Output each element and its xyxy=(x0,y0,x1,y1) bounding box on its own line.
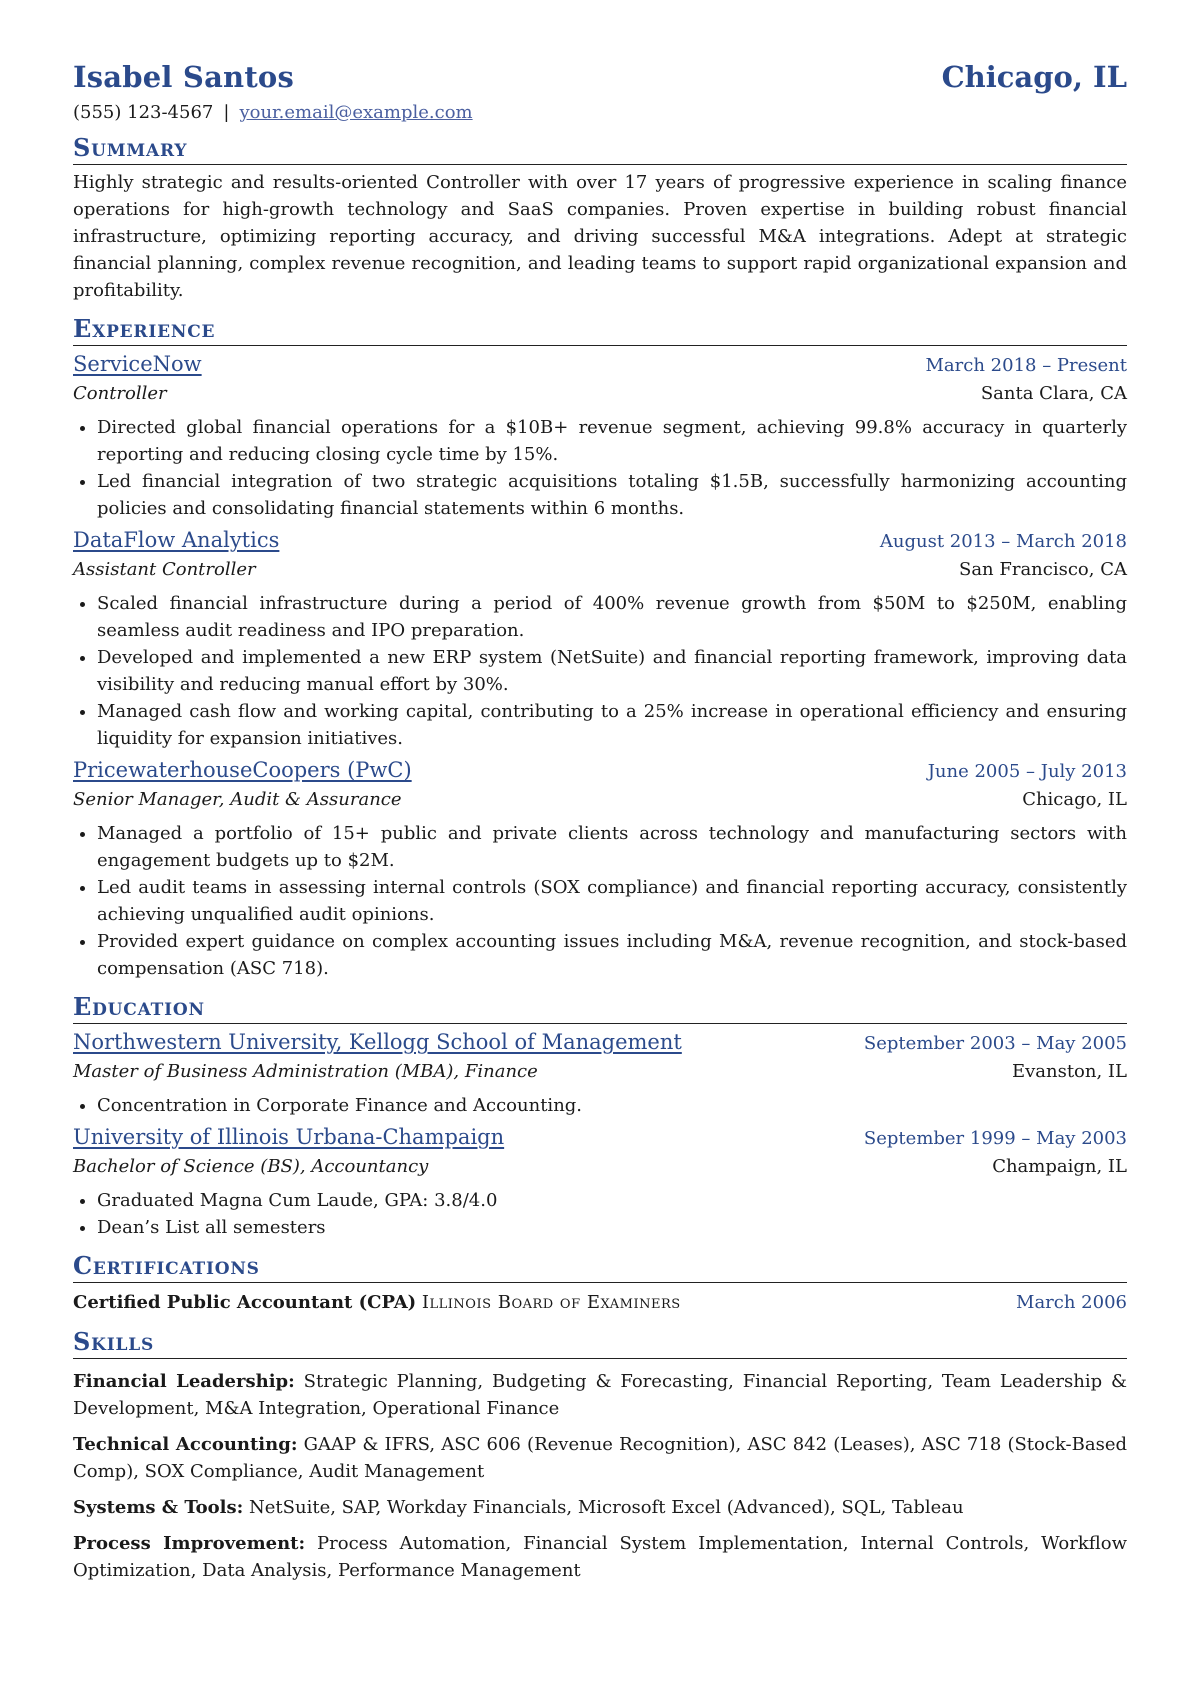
contact-separator: | xyxy=(223,102,230,123)
achievement-item: • Managed cash flow and working capital, contributing to a 25% increase in operational efficiency and ensuring liquidity for expansion initiatives. xyxy=(97,698,1127,752)
skill-category: Financial Leadership: xyxy=(73,1371,295,1392)
school-link[interactable]: University of Illinois Urbana-Champaign xyxy=(73,1125,505,1149)
skill-items: Strategic Planning, Budgeting & Forecasting, Financial Reporting, Team Leadership & Development, M&A Integration, Operational Finance xyxy=(73,1371,1127,1419)
skill-category: Process Improvement: xyxy=(73,1533,306,1554)
phone-number: (555) 123-4567 xyxy=(73,102,214,123)
education-detail-item: • Concentration in Corporate Finance and Accounting. xyxy=(97,1092,1127,1119)
job-title: Assistant Controller xyxy=(73,559,256,580)
job-location: Santa Clara, CA xyxy=(980,383,1127,404)
contact-line xyxy=(73,102,1127,123)
skill-items: GAAP & IFRS, ASC 606 (Revenue Recognition), ASC 842 (Leases), ASC 718 (Stock-Based Comp), SOX Compliance, Audit Management xyxy=(73,1434,1128,1482)
summary-text: Highly strategic and results-oriented Controller with over 17 years of progressive experience in scaling finance operations for high-growth technology and SaaS companies. Proven expertise in building robust financial infrastructure, optimizing reporting accuracy, and driving successful M&A integrations. Adept at strategic financial planning, complex revenue recognition, and leading teams to support rapid organizational expansion and profitability. xyxy=(73,172,1127,301)
employment-dates: August 2013 – March 2018 xyxy=(879,531,1127,552)
achievement-item: • Directed global financial operations for a $10B+ revenue segment, achieving 99.8% accuracy in quarterly reporting and reducing closing cycle time by 15%. xyxy=(97,414,1127,468)
certification-date: March 2006 xyxy=(1016,1292,1127,1313)
certification-name: Certified Public Accountant (CPA) xyxy=(73,1292,417,1313)
education-detail-item: • Graduated Magna Cum Laude, GPA: 3.8/4.0 xyxy=(97,1187,1127,1214)
skill-group xyxy=(73,1431,1127,1485)
degree: Bachelor of Science (BS), Accountancy xyxy=(73,1156,429,1177)
achievement-item: • Managed a portfolio of 15+ public and private clients across technology and manufacturing sectors with engagement budgets up to $2M. xyxy=(97,820,1127,874)
achievement-item: • Scaled financial infrastructure during a period of 400% revenue growth from $50M to $250M, enabling seamless audit readiness and IPO preparation. xyxy=(97,590,1127,644)
job-location: San Francisco, CA xyxy=(958,559,1127,580)
school-location: Champaign, IL xyxy=(992,1156,1127,1177)
job-location: Chicago, IL xyxy=(1022,789,1127,810)
employer-link[interactable]: DataFlow Analytics xyxy=(73,528,280,552)
experience-entry xyxy=(73,526,1127,752)
experience-entry xyxy=(73,756,1127,982)
degree: Master of Business Administration (MBA), Finance xyxy=(73,1061,538,1082)
employer-link[interactable]: ServiceNow xyxy=(73,352,202,376)
skill-group xyxy=(73,1530,1127,1584)
education-heading: Education xyxy=(73,992,1127,1024)
resume-header xyxy=(73,60,1127,94)
education-detail-list xyxy=(73,1187,1127,1241)
skill-category: Technical Accounting: xyxy=(73,1434,298,1455)
skill-group xyxy=(73,1368,1127,1422)
skills-heading: Skills xyxy=(73,1327,1127,1359)
summary-heading: Summary xyxy=(73,133,1127,165)
education-detail-item: • Dean’s List all semesters xyxy=(97,1214,1127,1241)
skill-group xyxy=(73,1494,1127,1521)
resume-page xyxy=(73,60,1127,1584)
job-title: Senior Manager, Audit & Assurance xyxy=(73,789,402,810)
certification-entry xyxy=(73,1289,1127,1317)
employment-dates: June 2005 – July 2013 xyxy=(927,761,1127,782)
education-detail-list xyxy=(73,1092,1127,1119)
employer-link[interactable]: PricewaterhouseCoopers (PwC) xyxy=(73,758,412,782)
achievement-list xyxy=(73,590,1127,752)
achievement-item: • Provided expert guidance on complex accounting issues including M&A, revenue recognition, and stock-based compensation (ASC 718). xyxy=(97,928,1127,982)
education-entry xyxy=(73,1123,1127,1241)
achievement-item: • Developed and implemented a new ERP system (NetSuite) and financial reporting framework, improving data visibility and reducing manual effort by 30%. xyxy=(97,644,1127,698)
candidate-city: Chicago, IL xyxy=(941,60,1127,94)
candidate-name: Isabel Santos xyxy=(73,60,295,94)
school-location: Evanston, IL xyxy=(1011,1061,1127,1082)
job-title: Controller xyxy=(73,383,167,404)
education-entry xyxy=(73,1028,1127,1119)
email-link[interactable]: your.email@example.com xyxy=(239,102,473,123)
education-dates: September 2003 – May 2005 xyxy=(863,1033,1127,1054)
experience-entry xyxy=(73,350,1127,522)
achievement-item: • Led audit teams in assessing internal controls (SOX compliance) and financial reporting accuracy, consistently achieving unqualified audit opinions. xyxy=(97,874,1127,928)
skill-category: Systems & Tools: xyxy=(73,1497,244,1518)
experience-heading: Experience xyxy=(73,314,1127,346)
skill-items: NetSuite, SAP, Workday Financials, Microsoft Excel (Advanced), SQL, Tableau xyxy=(249,1497,964,1518)
achievement-list xyxy=(73,414,1127,522)
skill-items: Process Automation, Financial System Implementation, Internal Controls, Workflow Optimization, Data Analysis, Performance Management xyxy=(73,1533,1127,1581)
achievement-item: • Led financial integration of two strategic acquisitions totaling $1.5B, successfully harmonizing accounting policies and consolidating financial statements within 6 months. xyxy=(97,468,1127,522)
certifications-heading: Certifications xyxy=(73,1251,1127,1283)
certification-issuer: Illinois Board of Examiners xyxy=(421,1292,681,1313)
employment-dates: March 2018 – Present xyxy=(925,355,1127,376)
school-link[interactable]: Northwestern University, Kellogg School of Management xyxy=(73,1030,682,1054)
education-dates: September 1999 – May 2003 xyxy=(863,1128,1127,1149)
achievement-list xyxy=(73,820,1127,982)
